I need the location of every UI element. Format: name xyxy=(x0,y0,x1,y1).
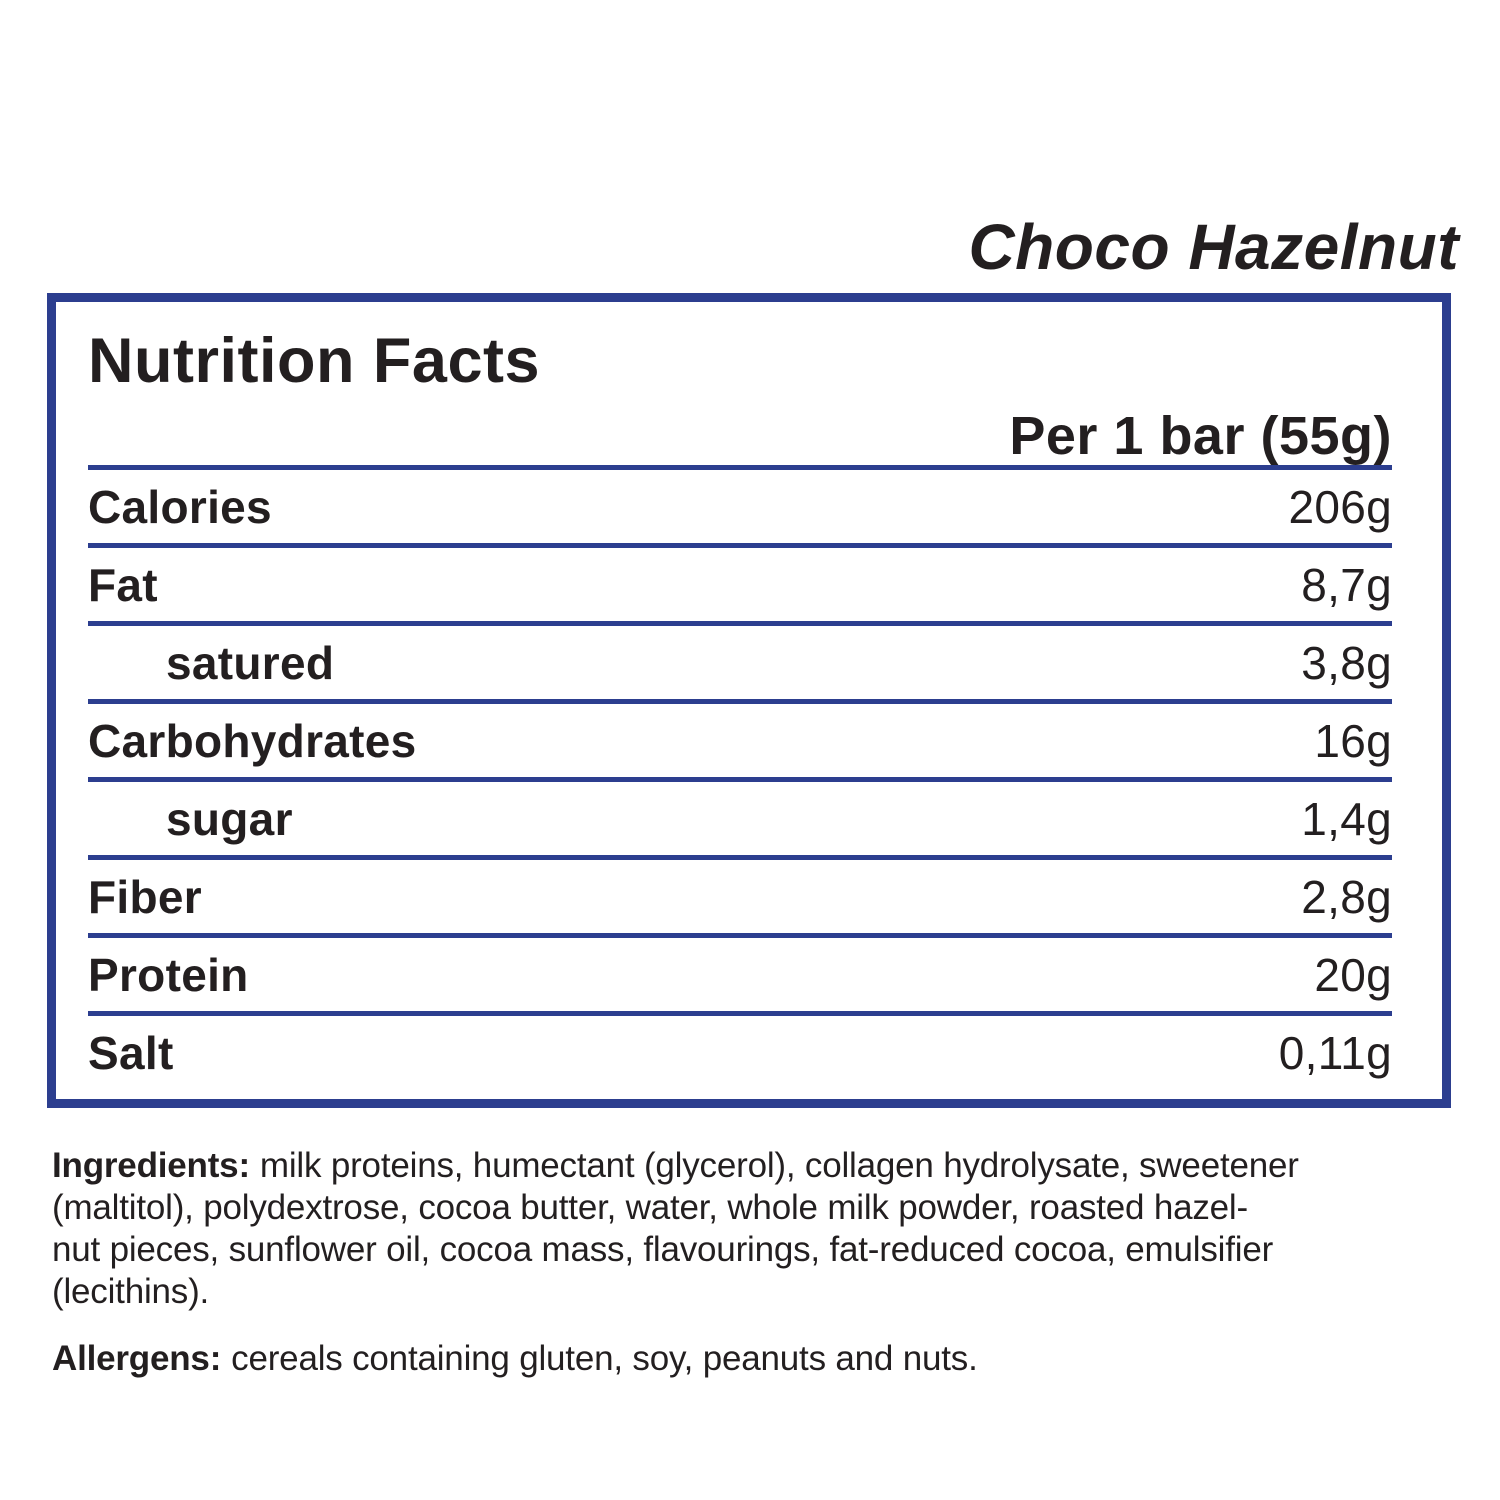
table-row xyxy=(88,933,1392,1011)
nutrient-value: 206g xyxy=(1288,480,1392,533)
ingredients-line: (maltitol), polydextrose, cocoa butter, water, whole milk powder, roasted hazel- xyxy=(52,1188,1248,1227)
table-row xyxy=(88,855,1392,933)
table-row xyxy=(88,621,1392,699)
nutrient-value: 2,8g xyxy=(1301,870,1392,923)
nutrient-value: 16g xyxy=(1314,714,1392,767)
product-flavor-title: Choco Hazelnut xyxy=(968,211,1459,283)
nutrient-value: 0,11g xyxy=(1278,1026,1392,1079)
nutrient-value: 20g xyxy=(1314,948,1392,1001)
ingredients-paragraph xyxy=(52,1145,1452,1313)
nutrient-label: sugar xyxy=(166,792,293,845)
ingredients-line: (lecithins). xyxy=(52,1272,210,1311)
allergens-label: Allergens: xyxy=(52,1339,222,1378)
nutrient-value: 3,8g xyxy=(1301,636,1392,689)
serving-size-label: Per 1 bar (55g) xyxy=(1009,406,1392,466)
nutrient-label: Fat xyxy=(88,558,158,611)
nutrient-value: 8,7g xyxy=(1301,558,1392,611)
ingredients-line: nut pieces, sunflower oil, cocoa mass, flavourings, fat-reduced cocoa, emulsifier xyxy=(52,1230,1274,1269)
allergens-paragraph xyxy=(52,1338,1452,1380)
allergens-text: cereals containing gluten, soy, peanuts and nuts. xyxy=(231,1339,978,1378)
table-row xyxy=(88,1011,1392,1089)
nutrient-label: Fiber xyxy=(88,870,202,923)
nutrient-label: Salt xyxy=(88,1026,174,1079)
nutrient-label: Calories xyxy=(88,480,272,533)
table-row xyxy=(88,777,1392,855)
panel-title: Nutrition Facts xyxy=(88,326,541,396)
ingredients-line xyxy=(52,1145,1452,1187)
nutrient-label: satured xyxy=(166,636,335,689)
table-row xyxy=(88,699,1392,777)
nutrition-facts-panel xyxy=(47,293,1451,1108)
ingredients-line-text: milk proteins, humectant (glycerol), collagen hydrolysate, sweetener xyxy=(259,1146,1299,1185)
table-row xyxy=(88,543,1392,621)
table-row xyxy=(88,465,1392,543)
nutrient-value: 1,4g xyxy=(1301,792,1392,845)
nutrient-label: Protein xyxy=(88,948,249,1001)
ingredients-label: Ingredients: xyxy=(52,1146,250,1185)
nutrient-table xyxy=(88,465,1392,1089)
nutrient-label: Carbohydrates xyxy=(88,714,417,767)
